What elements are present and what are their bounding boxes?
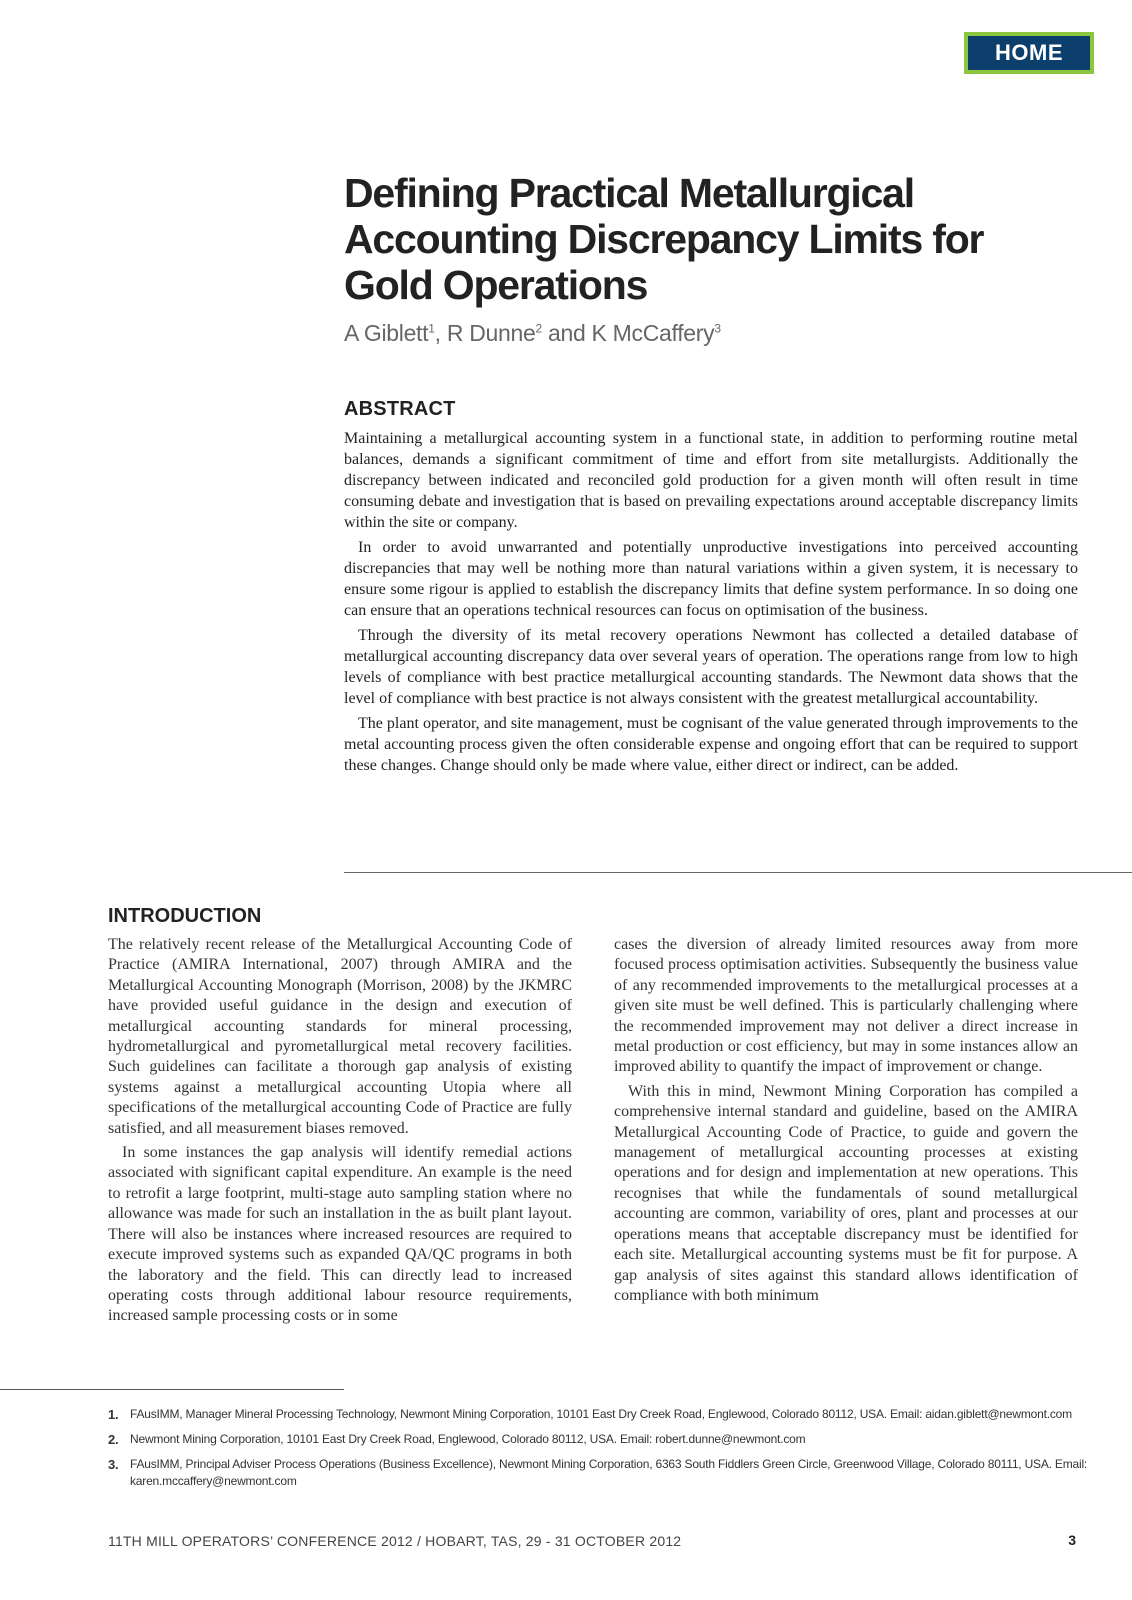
- introduction-heading: INTRODUCTION: [108, 905, 262, 927]
- footnote-text: Newmont Mining Corporation, 10101 East Dry Creek Road, Englewood, Colorado 80112, USA. Email: robert.dunne@newmont.com: [130, 1432, 806, 1446]
- body-paragraph: With this in mind, Newmont Mining Corporation has compiled a comprehensive internal standard and guideline, based on the AMIRA Metallurgical Accounting Code of Practice, to guide and govern the management of metallurgical accounting processes at existing operations and for design and implementation at new operations. This recognises that while the fundamentals of sound metallurgical accounting are common, variability of ores, plant and processes at our operations means that acceptable discrepancy must be identified for each site. Metallurgical accounting systems must be fit for purpose. A gap analysis of sites against this standard allows identification of compliance with both minimum: [614, 1082, 1078, 1304]
- footnote-divider: [0, 1389, 344, 1390]
- author-list: [344, 320, 721, 347]
- footnote-number: 2.: [108, 1432, 119, 1447]
- abstract-paragraph: Through the diversity of its metal recovery operations Newmont has collected a detailed database of metallurgical accounting discrepancy data over several years of operation. The operations range from low to high levels of compliance with best practice metallurgical accounting standards. The Newmont data shows that the level of compliance with best practice is not always consistent with the greatest metallurgical accountability.: [344, 627, 1078, 707]
- author-name: K McCaffery: [591, 320, 715, 346]
- section-divider: [344, 872, 1132, 873]
- author-affiliation-mark: 3: [714, 321, 721, 336]
- footnotes: [108, 1406, 1108, 1498]
- introduction-left-column: [108, 935, 572, 1331]
- abstract-paragraph: Maintaining a metallurgical accounting system in a functional state, in addition to performing routine metal balances, demands a significant commitment of time and effort from site metallurgists. Additionally the discrepancy between indicated and reconciled gold production for a given month will often result in time consuming debate and investigation that is based on prevailing expectations around acceptable discrepancy limits within the site or company.: [344, 430, 1078, 531]
- author-name: A Giblett: [344, 320, 429, 346]
- author-affiliation-mark: 2: [535, 321, 542, 336]
- footnote: [108, 1456, 1108, 1490]
- conference-footer: 11TH MILL OPERATORS’ CONFERENCE 2012 / HOBART, TAS, 29 - 31 OCTOBER 2012: [108, 1533, 682, 1549]
- page-number: 3: [1068, 1532, 1076, 1548]
- paper-title: [344, 170, 1064, 308]
- body-paragraph: cases the diversion of already limited resources away from more focused process optimisation activities. Subsequently the business value of any recommended improvements to the metallurgical processes at a given site must be well defined. This is particularly challenging where the recommended improvement may not deliver a direct increase in metal production or cost efficiency, but may in some instances allow an improved ability to quantify the impact of improvement or change.: [614, 936, 1078, 1076]
- title-line: Defining Practical Metallurgical: [344, 170, 914, 216]
- body-paragraph: The relatively recent release of the Metallurgical Accounting Code of Practice (AMIRA International, 2007) through AMIRA and the Metallurgical Accounting Monograph (Morrison, 2008) by the JKMRC have provided useful guidance in the design and execution of metallurgical accounting standards for mineral processing, hydrometallurgical and pyrometallurgical metal recovery facilities. Such guidelines can facilitate a thorough gap analysis of existing systems against a metallurgical accounting Utopia where all specifications of the metallurgical accounting Code of Practice are fully satisfied, and all measurement biases removed.: [108, 936, 572, 1137]
- abstract-paragraph: The plant operator, and site management, must be cognisant of the value generated through improvements to the metal accounting process given the often considerable expense and ongoing effort that can be required to support these changes. Change should only be made where value, either direct or indirect, can be added.: [344, 715, 1078, 774]
- body-paragraph: In some instances the gap analysis will identify remedial actions associated with significant capital expenditure. An example is the need to retrofit a large footprint, multi-stage auto sampling station where no allowance was made for such an installation in the as built plant layout. There will also be instances where increased resources are required to execute improved systems such as expanded QA/QC programs in both the laboratory and the field. This can directly lead to increased operating costs through additional labour resource requirements, increased sample processing costs or in some: [108, 1144, 572, 1325]
- home-button[interactable]: HOME: [964, 32, 1094, 74]
- footnote-text: FAusIMM, Principal Adviser Process Operations (Business Excellence), Newmont Mining Corporation, 6363 South Fiddlers Green Circle, Greenwood Village, Colorado 80111, USA. Email: karen.mccaffery@newmont.com: [130, 1457, 1088, 1488]
- abstract-paragraph: In order to avoid unwarranted and potentially unproductive investigations into perceived accounting discrepancies that may well be nothing more than natural variations within a given system, it is necessary to ensure some rigour is applied to establish the discrepancy limits that define system performance. In so doing one can ensure that an operations technical resources can focus on optimisation of the business.: [344, 539, 1078, 619]
- author-separator: ,: [434, 320, 447, 346]
- footnote-number: 3.: [108, 1457, 119, 1472]
- title-line: Accounting Discrepancy Limits for: [344, 216, 984, 262]
- footnote: [108, 1431, 1108, 1448]
- introduction-right-column: [614, 935, 1078, 1310]
- footnote-text: FAusIMM, Manager Mineral Processing Technology, Newmont Mining Corporation, 10101 East Dry Creek Road, Englewood, Colorado 80112, USA. Email: aidan.giblett@newmont.com: [130, 1407, 1072, 1421]
- title-line: Gold Operations: [344, 262, 648, 308]
- footnote-number: 1.: [108, 1407, 119, 1422]
- abstract-heading: ABSTRACT: [344, 398, 456, 420]
- abstract-body: [344, 428, 1078, 780]
- footnote: [108, 1406, 1108, 1423]
- author-name: R Dunne: [446, 320, 536, 346]
- author-affiliation-mark: 1: [428, 321, 435, 336]
- author-separator: and: [541, 320, 592, 346]
